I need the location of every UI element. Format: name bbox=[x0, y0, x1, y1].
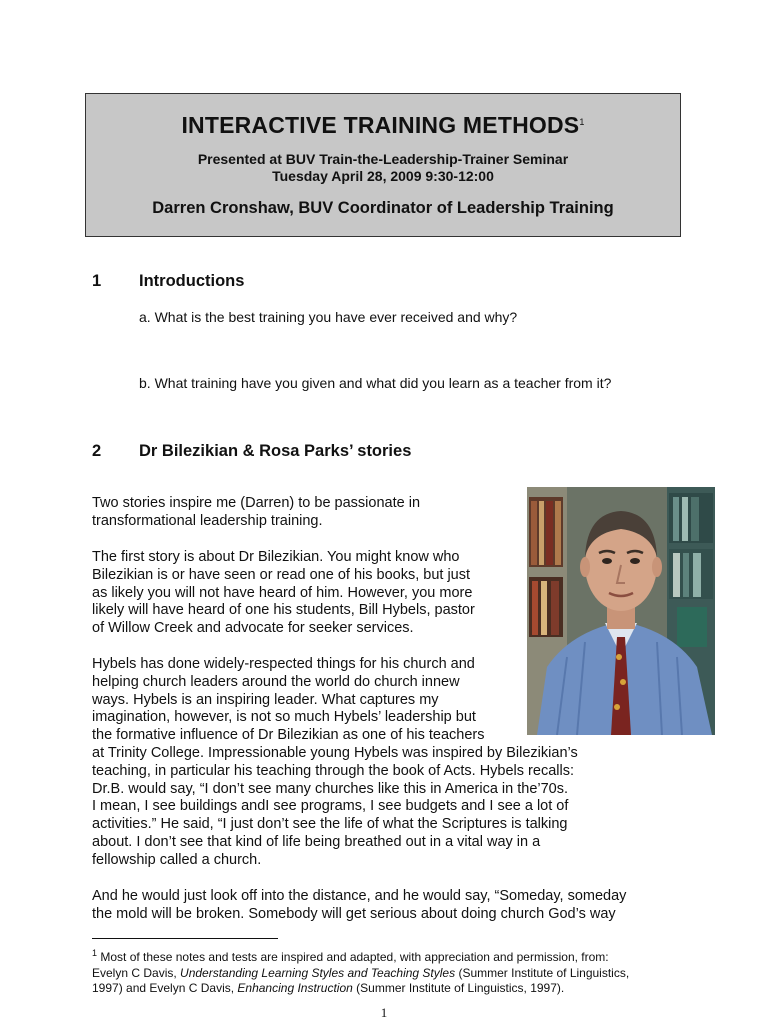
footnote-text: (Summer Institute of Linguistics, 1997). bbox=[352, 981, 565, 995]
text-line: helping church leaders around the world do church innew bbox=[92, 673, 460, 690]
paragraph-4 bbox=[92, 888, 626, 924]
date-line: Tuesday April 28, 2009 9:30-12:00 bbox=[272, 168, 494, 184]
footnote-text: (Summer Institute of Linguistics, bbox=[455, 965, 630, 980]
text-line: Two stories inspire me (Darren) to be passionate in bbox=[92, 495, 421, 511]
text-line: the formative influence of Dr Bilezikian as one of his teachers bbox=[92, 727, 485, 744]
seminar-line: Presented at BUV Train-the-Leadership-Trainer Seminar bbox=[197, 151, 569, 167]
page-number: 1 bbox=[380, 1005, 388, 1020]
footnote-text: Evelyn C Davis, bbox=[92, 965, 181, 980]
footnote-line-3 bbox=[92, 981, 682, 997]
text-line: at Trinity College. Impressionable young Hybels was inspired by Bilezikian’s bbox=[92, 744, 578, 761]
text-line: ways. Hybels is an inspiring leader. What captures my bbox=[92, 691, 439, 708]
question-b: b. What training have you given and what did you learn as a teacher from it? bbox=[139, 375, 612, 391]
text-line: transformational leadership training. bbox=[92, 512, 323, 529]
section-1-number: 1 bbox=[92, 272, 102, 290]
title-footnote-ref: 1 bbox=[579, 117, 585, 127]
text-line: Hybels has done widely-respected things for his church and bbox=[92, 656, 475, 672]
section-2-title: Dr Bilezikian & Rosa Parks’ stories bbox=[139, 442, 412, 460]
paragraph-1 bbox=[92, 495, 420, 531]
paragraph-3 bbox=[92, 656, 578, 870]
text-line: imagination, however, is not so much Hybels’ leadership but bbox=[92, 709, 476, 726]
section-1-title: Introductions bbox=[139, 272, 245, 290]
section-2-heading bbox=[92, 442, 411, 461]
text-line: fellowship called a church. bbox=[92, 851, 262, 868]
text-line: The first story is about Dr Bilezikian. You might know who bbox=[92, 549, 460, 565]
text-line: And he would just look off into the distance, and he would say, “Someday, someday bbox=[92, 888, 627, 904]
footnote-marker: 1 bbox=[92, 948, 98, 958]
author-line: Darren Cronshaw, BUV Coordinator of Leadership Training bbox=[152, 199, 614, 217]
question-a: a. What is the best training you have ever received and why? bbox=[139, 309, 518, 325]
footnote-line-2 bbox=[92, 966, 682, 982]
text-line: I mean, I see buildings andI see programs, I see budgets and I see a lot of bbox=[92, 798, 569, 815]
text-line: teaching, in particular his teaching through the book of Acts. Hybels recalls: bbox=[92, 762, 574, 779]
footnote-line-1 bbox=[92, 946, 682, 966]
footnote-text: 1997) and Evelyn C Davis, bbox=[92, 981, 238, 995]
text-line: as likely you will not have heard of him. However, you more bbox=[92, 584, 473, 601]
text-line: of Willow Creek and advocate for seeker services. bbox=[92, 620, 414, 637]
section-2-number: 2 bbox=[92, 442, 102, 460]
text-line: likely will have heard of one his students, Bill Hybels, pastor bbox=[92, 602, 475, 619]
title-box bbox=[85, 93, 681, 237]
text-line: Dr.B. would say, “I don’t see many churches like this in America in the’70s. bbox=[92, 780, 569, 797]
footnote-divider bbox=[92, 938, 278, 939]
footnote bbox=[92, 946, 682, 997]
text-line: the mold will be broken. Somebody will get serious about doing church God’s way bbox=[92, 905, 616, 922]
text-line: about. I don’t see that kind of life being breathed out in a vital way in a bbox=[92, 833, 541, 850]
book-title: Enhancing Instruction bbox=[237, 981, 353, 995]
document-title: INTERACTIVE TRAINING METHODS$^1$ bbox=[181, 112, 585, 138]
text-line: Bilezikian is or have seen or read one of his books, but just bbox=[92, 566, 471, 583]
paragraph-2 bbox=[92, 549, 475, 638]
footnote-text: Most of these notes and tests are inspired and adapted, with appreciation and permission, from: bbox=[97, 950, 609, 964]
section-1-heading bbox=[92, 272, 244, 291]
book-title: Understanding Learning Styles and Teaching Styles bbox=[180, 965, 456, 980]
text-line: activities.” He said, “I just don’t see the life of what the Scriptures is talking bbox=[92, 816, 568, 833]
